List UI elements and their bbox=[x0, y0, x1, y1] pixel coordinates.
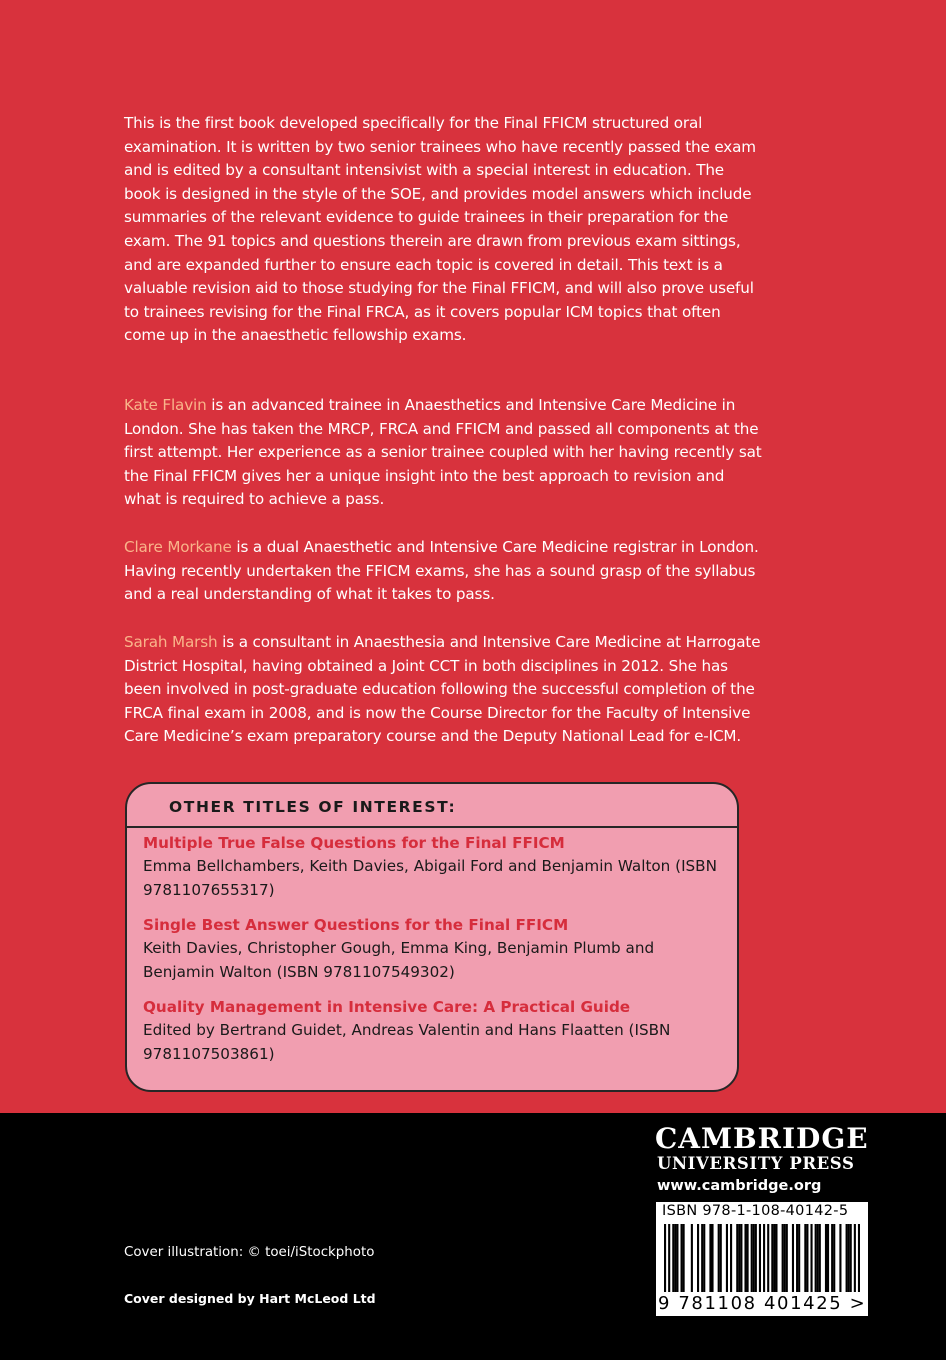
barcode-bar bbox=[730, 1224, 732, 1292]
barcode-bar bbox=[709, 1224, 711, 1292]
barcode-bar bbox=[810, 1224, 812, 1292]
barcode-bar bbox=[775, 1224, 777, 1292]
other-title-name: Single Best Answer Questions for the Final FFICM bbox=[143, 916, 569, 934]
book-description: This is the first book developed specifically for the Final FFICM structured oral examination. It is written by two senior trainees who have recently passed the exam and is edited by a consultant intensivist with a special interest in education. The book is designed in the style of the SOE, and provides model answers which include summaries of the relevant evidence to guide trainees in their preparation for the exam. The 91 topics and questions therein are drawn from previous exam sittings, and are expanded further to ensure each topic is covered in detail. This text is a valuable revision aid to those studying for the Final FFICM, and will also prove useful to trainees revising for the Final FRCA, as it covers popular ICM topics that often come up in the anaesthetic fellowship exams. bbox=[124, 114, 756, 345]
author-bio-kate-flavin bbox=[124, 394, 764, 512]
barcode-bar bbox=[674, 1224, 676, 1292]
barcode-bar bbox=[767, 1224, 769, 1292]
barcode-bar bbox=[819, 1224, 821, 1292]
barcode-bar bbox=[763, 1224, 765, 1292]
barcode-bar bbox=[854, 1224, 856, 1292]
barcode-bar bbox=[846, 1224, 848, 1292]
barcode-bar bbox=[786, 1224, 788, 1292]
barcode-bar bbox=[736, 1224, 738, 1292]
other-title-item bbox=[143, 832, 723, 902]
publisher-logo-subtitle: UNIVERSITY PRESS bbox=[657, 1154, 855, 1173]
barcode-bar bbox=[668, 1224, 670, 1292]
author-bio-clare-morkane bbox=[124, 536, 764, 607]
author-bio-text: is a consultant in Anaesthesia and Intensive Care Medicine at Harrogate District Hospital, having obtained a Joint CCT in both disciplines in 2012. She has been involved in post-graduate education following the successful completion of the FRCA final exam in 2008, and is now the Course Director for the Faculty of Intensive Care Medicine’s exam preparatory course and the Deputy National Lead for e-ICM. bbox=[124, 633, 761, 746]
barcode-bar bbox=[755, 1224, 757, 1292]
author-name: Sarah Marsh bbox=[124, 633, 218, 651]
barcode-digits: 9 781108 401425 > bbox=[658, 1293, 867, 1314]
author-name: Clare Morkane bbox=[124, 538, 232, 556]
barcode-bar bbox=[827, 1224, 829, 1292]
barcode-bar bbox=[831, 1224, 833, 1292]
barcode-bar bbox=[747, 1224, 749, 1292]
author-bio-text: is an advanced trainee in Anaesthetics and Intensive Care Medicine in London. She has taken the MRCP, FRCA and FFICM and passed all components at the first attempt. Her experience as a senior trainee coupled with her having recently sat the Final FFICM gives her a unique insight into the best approach to revision and what is required to achieve a pass. bbox=[124, 396, 762, 509]
barcode-bar bbox=[676, 1224, 678, 1292]
barcode-bar bbox=[815, 1224, 817, 1292]
other-title-details: Edited by Bertrand Guidet, Andreas Valentin and Hans Flaatten (ISBN 9781107503861) bbox=[143, 1021, 671, 1063]
barcode-bar bbox=[701, 1224, 703, 1292]
other-titles-box bbox=[125, 782, 739, 1092]
barcode-bar bbox=[751, 1224, 753, 1292]
barcode-bar bbox=[672, 1224, 674, 1292]
barcode-bar bbox=[804, 1224, 806, 1292]
other-title-details: Keith Davies, Christopher Gough, Emma King, Benjamin Plumb and Benjamin Walton (ISBN 9781107549302) bbox=[143, 939, 655, 981]
publisher-logo-name: CAMBRIDGE bbox=[655, 1122, 869, 1155]
barcode-bar bbox=[664, 1224, 666, 1292]
barcode-bar bbox=[711, 1224, 713, 1292]
author-bio-text: is a dual Anaesthetic and Intensive Care Medicine registrar in London. Having recently undertaken the FFICM exams, she has a sound grasp of the syllabus and a real understanding of what it takes to pass. bbox=[124, 538, 759, 604]
author-name: Kate Flavin bbox=[124, 396, 207, 414]
barcode-bar bbox=[718, 1224, 720, 1292]
isbn-label: ISBN 978-1-108-40142-5 bbox=[662, 1203, 849, 1219]
barcode-bar bbox=[782, 1224, 784, 1292]
cover-illustration-credit: Cover illustration: © toei/iStockphoto bbox=[124, 1245, 375, 1260]
barcode-bar bbox=[691, 1224, 693, 1292]
barcode-bar bbox=[784, 1224, 786, 1292]
other-title-item bbox=[143, 996, 723, 1066]
publisher-url: www.cambridge.org bbox=[657, 1178, 822, 1194]
barcode-bar bbox=[839, 1224, 841, 1292]
barcode-bar bbox=[697, 1224, 699, 1292]
other-title-name: Quality Management in Intensive Care: A Practical Guide bbox=[143, 998, 631, 1016]
barcode-bar bbox=[753, 1224, 755, 1292]
barcode-bar bbox=[738, 1224, 740, 1292]
barcode-bar bbox=[773, 1224, 775, 1292]
barcode-bar bbox=[858, 1224, 860, 1292]
barcode-bar bbox=[825, 1224, 827, 1292]
barcode-bar bbox=[726, 1224, 728, 1292]
barcode-bar bbox=[848, 1224, 850, 1292]
isbn-barcode bbox=[656, 1202, 868, 1316]
cover-design-credit: Cover designed by Hart McLeod Ltd bbox=[124, 1291, 376, 1306]
other-titles-heading: OTHER TITLES OF INTEREST: bbox=[169, 798, 457, 816]
barcode-bar bbox=[740, 1224, 742, 1292]
barcode-bars bbox=[664, 1224, 860, 1292]
barcode-bar bbox=[771, 1224, 773, 1292]
barcode-bar bbox=[744, 1224, 746, 1292]
barcode-bar bbox=[798, 1224, 800, 1292]
author-bio-sarah-marsh bbox=[124, 631, 764, 749]
barcode-bar bbox=[703, 1224, 705, 1292]
barcode-bar bbox=[817, 1224, 819, 1292]
barcode-bar bbox=[806, 1224, 808, 1292]
barcode-bar bbox=[759, 1224, 761, 1292]
barcode-bar bbox=[833, 1224, 835, 1292]
barcode-bar bbox=[681, 1224, 683, 1292]
other-title-name: Multiple True False Questions for the Final FFICM bbox=[143, 834, 565, 852]
other-title-item bbox=[143, 914, 723, 984]
barcode-bar bbox=[850, 1224, 852, 1292]
other-title-details: Emma Bellchambers, Keith Davies, Abigail Ford and Benjamin Walton (ISBN 9781107655317) bbox=[143, 857, 717, 899]
barcode-bar bbox=[683, 1224, 685, 1292]
barcode-bar bbox=[792, 1224, 794, 1292]
barcode-bar bbox=[720, 1224, 722, 1292]
barcode-bar bbox=[796, 1224, 798, 1292]
other-titles-divider bbox=[127, 826, 737, 828]
